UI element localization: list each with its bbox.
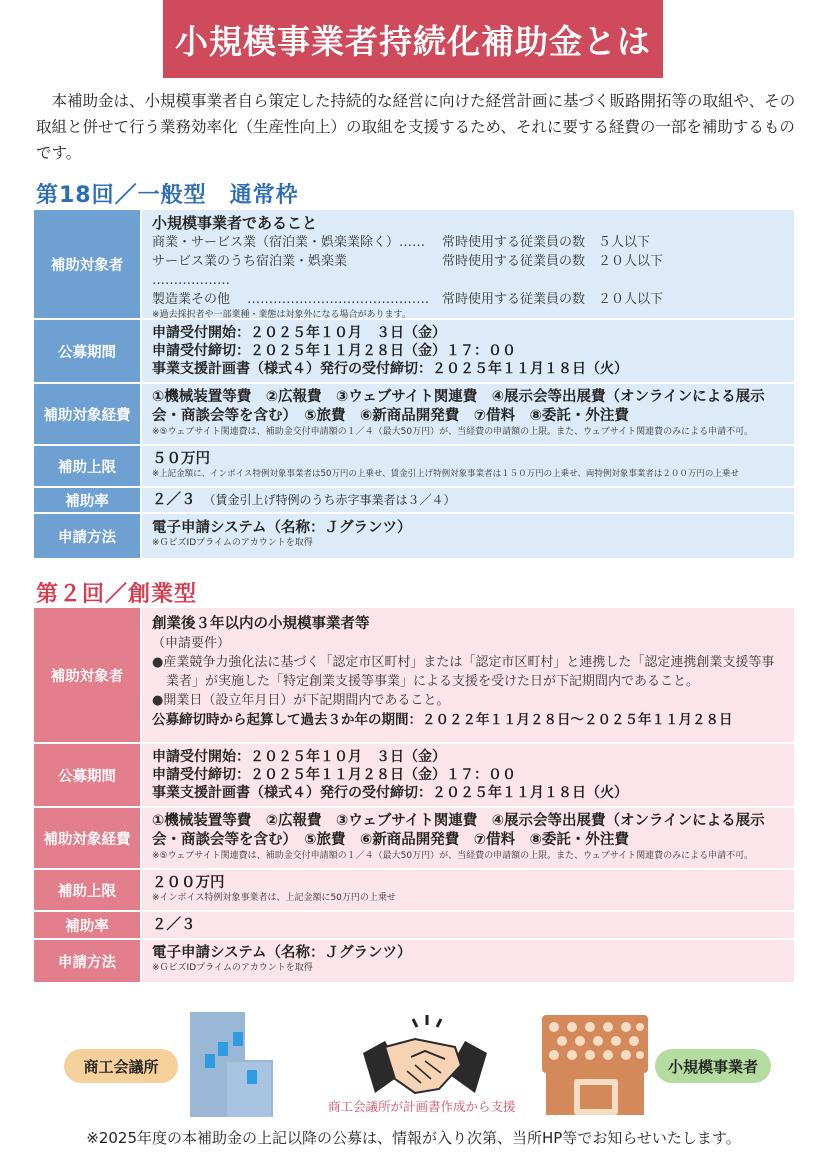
startup-period-row	[34, 744, 794, 808]
row-label: 公募期間	[34, 320, 140, 382]
general-section-heading: 第18回／一般型 通常枠	[36, 183, 299, 208]
expense-text: ①機械装置等費 ②広報費 ③ウェブサイト関連費 ④展示会等出展費（オンラインによる展示会・商談会等を含む） ⑤旅費 ⑥新商品開発費 ⑦借料 ⑧委託・外注費	[152, 813, 765, 848]
period-line: 申請受付締切：２０２５年１１月２８日（金）１７：００	[152, 767, 516, 783]
limit-value: ２００万円	[152, 875, 225, 891]
chamber-label: 商工会議所	[64, 1049, 178, 1083]
expense-note: ※⑤ウェブサイト関連費は、補助金交付申請額の１／４（最大50万円）が、当経費の申請額の上限。また、ウェブサイト関連費のみによる申請不可。	[152, 851, 754, 861]
rate-value: ２／３	[152, 492, 196, 508]
general-target-row	[34, 210, 794, 320]
target-title: 小規模事業者であること	[152, 214, 318, 232]
page-title: 小規模事業者持続化補助金とは	[163, 0, 663, 78]
period-line: 申請受付開始：２０２５年１０月 ３日（金）	[152, 749, 446, 765]
period-line: 申請受付締切：２０２５年１１月２８日（金）１７：００	[152, 343, 516, 359]
target-sub: （申請要件）	[152, 636, 231, 651]
general-expense-row	[34, 384, 794, 446]
period-line: 事業支援計画書（様式４）発行の受付締切：２０２５年１１月１８日（火）	[152, 361, 628, 377]
row-label: 申請方法	[34, 514, 140, 558]
building-icon	[185, 1010, 295, 1120]
target-period: 公募締切時から起算して過去３か年の期間：２０２２年１１月２８日～２０２５年１１月２８日	[152, 712, 733, 728]
list-item: ●開業日（設立年月日）が下記期間内であること。	[152, 693, 450, 708]
list-item: サービス業のうち宿泊業・娯楽業 ……………… 常時使用する従業員の数 ２０人以下	[152, 254, 664, 288]
limit-note: ※上記金額に、インボイス特例対象事業者は50万円の上乗せ、賃金引上げ特例対象事業者は１５０万円の上乗せ、両特例対象事業者は２００万円の上乗せ	[152, 469, 739, 479]
row-label: 補助対象者	[34, 210, 140, 318]
limit-value: ５０万円	[152, 451, 210, 467]
row-label: 補助上限	[34, 446, 140, 486]
list-item: 製造業その他 …………………………………… 常時使用する従業員の数 ２０人以下	[152, 292, 664, 307]
method-value: 電子申請システム（名称：Ｊグランツ）	[152, 520, 412, 536]
period-line: 申請受付開始：２０２５年１０月 ３日（金）	[152, 325, 446, 341]
footer-note: ※2025年度の本補助金の上記以降の公募は、情報が入り次第、当所HP等でお知らせいたします。	[86, 1129, 741, 1147]
method-note: ※ＧビズIDプライムのアカウントを取得	[152, 963, 313, 973]
row-label: 補助上限	[34, 870, 140, 910]
row-label: 補助対象経費	[34, 808, 140, 868]
row-label: 公募期間	[34, 744, 140, 806]
startup-expense-row	[34, 808, 794, 870]
row-label: 補助対象経費	[34, 384, 140, 444]
target-note: ※過去採択者や一部業種・業態は対象外になる場合があります。	[152, 310, 411, 320]
startup-rate-row	[34, 912, 794, 940]
general-table	[34, 210, 794, 558]
handshake-icon	[355, 1013, 495, 1103]
general-limit-row	[34, 446, 794, 488]
general-method-row	[34, 514, 794, 558]
limit-note: ※インボイス特例対象事業者は、上記金額に50万円の上乗せ	[152, 893, 396, 903]
rate-value: ２／３	[152, 917, 196, 933]
business-label: 小規模事業者	[655, 1049, 771, 1083]
startup-target-row	[34, 608, 794, 744]
intro-paragraph: 本補助金は、小規模事業者自ら策定した持続的な経営に向けた経営計画に基づく販路開拓等の取組や、その取組と併せて行う業務効率化（生産性向上）の取組を支援するため、それに要する経費の一部を補助するものです。	[36, 92, 796, 162]
support-caption: 商工会議所が計画書作成から支援	[328, 1099, 516, 1114]
target-title: 創業後３年以内の小規模事業者等	[152, 616, 370, 632]
list-item: ●産業競争力強化法に基づく「認定市区町村」または「認定市区町村」と連携した「認定連携創業支援等事業者」が実施した「特定創業支援等事業」による支援を受けた日が下記期間内であること。	[152, 655, 775, 689]
startup-section-heading: 第２回／創業型	[36, 582, 198, 607]
general-rate-row	[34, 488, 794, 514]
startup-limit-row	[34, 870, 794, 912]
row-label: 補助対象者	[34, 608, 140, 742]
method-note: ※ＧビズIDプライムのアカウントを取得	[152, 538, 313, 548]
shop-icon	[540, 1013, 650, 1118]
row-label: 申請方法	[34, 940, 140, 982]
expense-text: ①機械装置等費 ②広報費 ③ウェブサイト関連費 ④展示会等出展費（オンラインによる展示会・商談会等を含む） ⑤旅費 ⑥新商品開発費 ⑦借料 ⑧委託・外注費	[152, 389, 765, 424]
startup-method-row	[34, 940, 794, 982]
method-value: 電子申請システム（名称：Ｊグランツ）	[152, 945, 412, 961]
general-period-row	[34, 320, 794, 384]
period-line: 事業支援計画書（様式４）発行の受付締切：２０２５年１１月１８日（火）	[152, 785, 628, 801]
startup-table	[34, 608, 794, 982]
rate-note: （賃金引上げ特例のうち赤字事業者は３／４）	[203, 493, 456, 507]
row-label: 補助率	[34, 488, 140, 512]
expense-note: ※⑤ウェブサイト関連費は、補助金交付申請額の１／４（最大50万円）が、当経費の申請額の上限。また、ウェブサイト関連費のみによる申請不可。	[152, 427, 754, 437]
row-label: 補助率	[34, 912, 140, 938]
list-item: 商業・サービス業（宿泊業・娯楽業除く）…… 常時使用する従業員の数 ５人以下	[152, 235, 651, 250]
